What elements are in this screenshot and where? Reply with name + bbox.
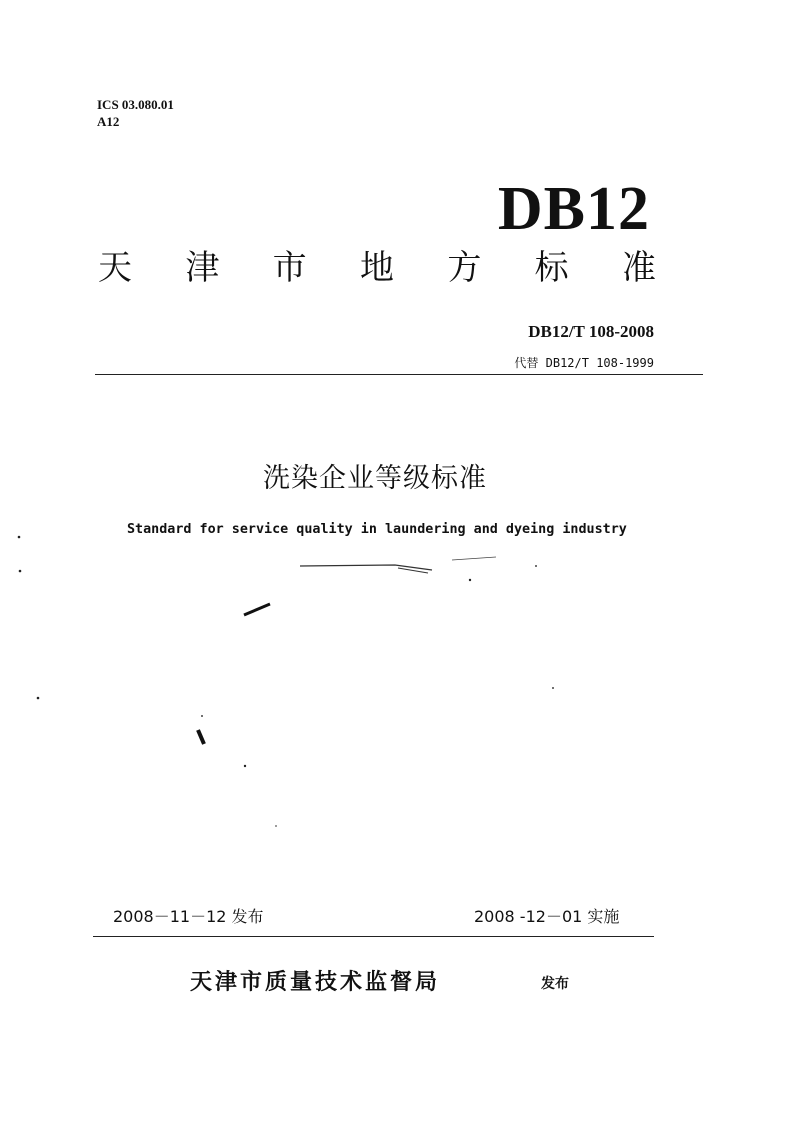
standard-type-char: 市 [272,248,307,288]
document-title-english: Standard for service quality in laundering and dyeing industry [127,522,627,537]
db-code-logo: DB12 [497,175,650,243]
classification-code: A12 [97,114,120,129]
standard-type-char: 地 [359,248,394,288]
standard-type-char: 津 [185,248,220,288]
footer-divider [93,936,654,937]
issue-date: 2008－11－12 发布 [113,907,264,926]
ics-code: ICS 03.080.01 [97,97,174,112]
standard-number: DB12/T 108-2008 [528,322,654,341]
standard-type-char: 标 [534,248,569,288]
standard-type-char: 准 [621,248,656,288]
document-title-chinese: 洗染企业等级标准 [263,463,487,494]
replaces-standard: 代替 DB12/T 108-1999 [514,356,654,370]
implementation-date: 2008 -12－01 实施 [474,907,620,926]
standard-type-char: 方 [447,248,482,288]
standard-type-char: 天 [98,248,132,288]
issue-action-label: 发布 [541,976,569,992]
issuing-authority: 天津市质量技术监督局 [190,970,441,995]
